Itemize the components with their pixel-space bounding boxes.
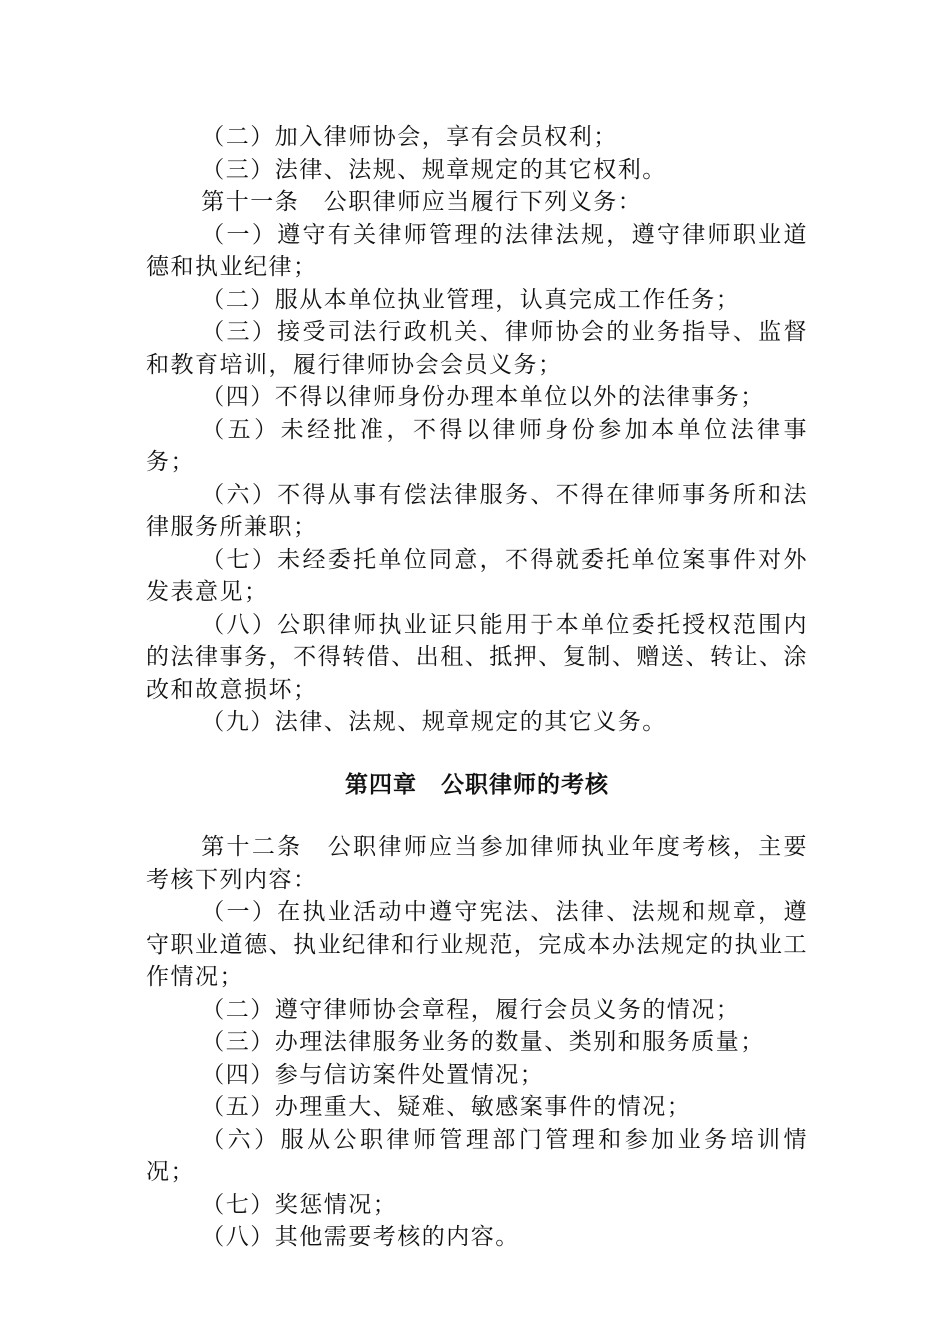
assessment-item: （三）办理法律服务业务的数量、类别和服务质量； <box>201 1029 765 1055</box>
obligation-item: （三）接受司法行政机关、律师协会的业务指导、监督和教育培训，履行律师协会会员义务； <box>146 319 808 378</box>
obligation-item: （八）公职律师执业证只能用于本单位委托授权范围内的法律事务，不得转借、出租、抵押、复制、赠送、转让、涂改和故意损坏； <box>146 611 808 703</box>
obligation-item: （五）未经批准，不得以律师身份参加本单位法律事务； <box>146 416 808 475</box>
assessment-item: （八）其他需要考核的内容。 <box>201 1224 520 1250</box>
obligation-item: （七）未经委托单位同意，不得就委托单位案事件对外发表意见； <box>146 546 808 605</box>
obligation-item: （二）服从本单位执业管理，认真完成工作任务； <box>201 286 741 313</box>
obligation-paragraph: （三）法律、法规、规章规定的其它权利。 <box>201 156 667 183</box>
assessment-item: （七）奖惩情况； <box>201 1191 398 1218</box>
obligation-paragraph: （二）加入律师协会，享有会员权利； <box>201 124 618 150</box>
assessment-item: （六）服从公职律师管理部门管理和参加业务培训情况； <box>146 1126 808 1185</box>
assessment-item: （四）参与信访案件处置情况； <box>201 1061 545 1088</box>
document-body <box>146 121 808 1254</box>
assessment-item: （五）办理重大、疑难、敏感案事件的情况； <box>201 1094 692 1120</box>
obligation-item: （六）不得从事有偿法律服务、不得在律师事务所和法律服务所兼职； <box>146 481 808 540</box>
assessment-item: （一）在执业活动中遵守宪法、法律、法规和规章，遵守职业道德、执业纪律和行业规范，完成本办法规定的执业工作情况； <box>146 899 808 990</box>
obligation-item: （四）不得以律师身份办理本单位以外的法律事务； <box>201 384 765 410</box>
assessment-item: （二）遵守律师协会章程，履行会员义务的情况； <box>201 996 741 1023</box>
article-11-heading: 第十一条 公职律师应当履行下列义务： <box>201 189 643 215</box>
chapter-title: 第四章 公职律师的考核 <box>345 771 609 798</box>
obligation-item: （九）法律、法规、规章规定的其它义务。 <box>201 709 667 735</box>
article-12-heading: 第十二条 公职律师应当参加律师执业年度考核，主要考核下列内容： <box>146 834 808 893</box>
obligation-item: （一）遵守有关律师管理的法律法规，遵守律师职业道德和执业纪律； <box>146 221 808 280</box>
